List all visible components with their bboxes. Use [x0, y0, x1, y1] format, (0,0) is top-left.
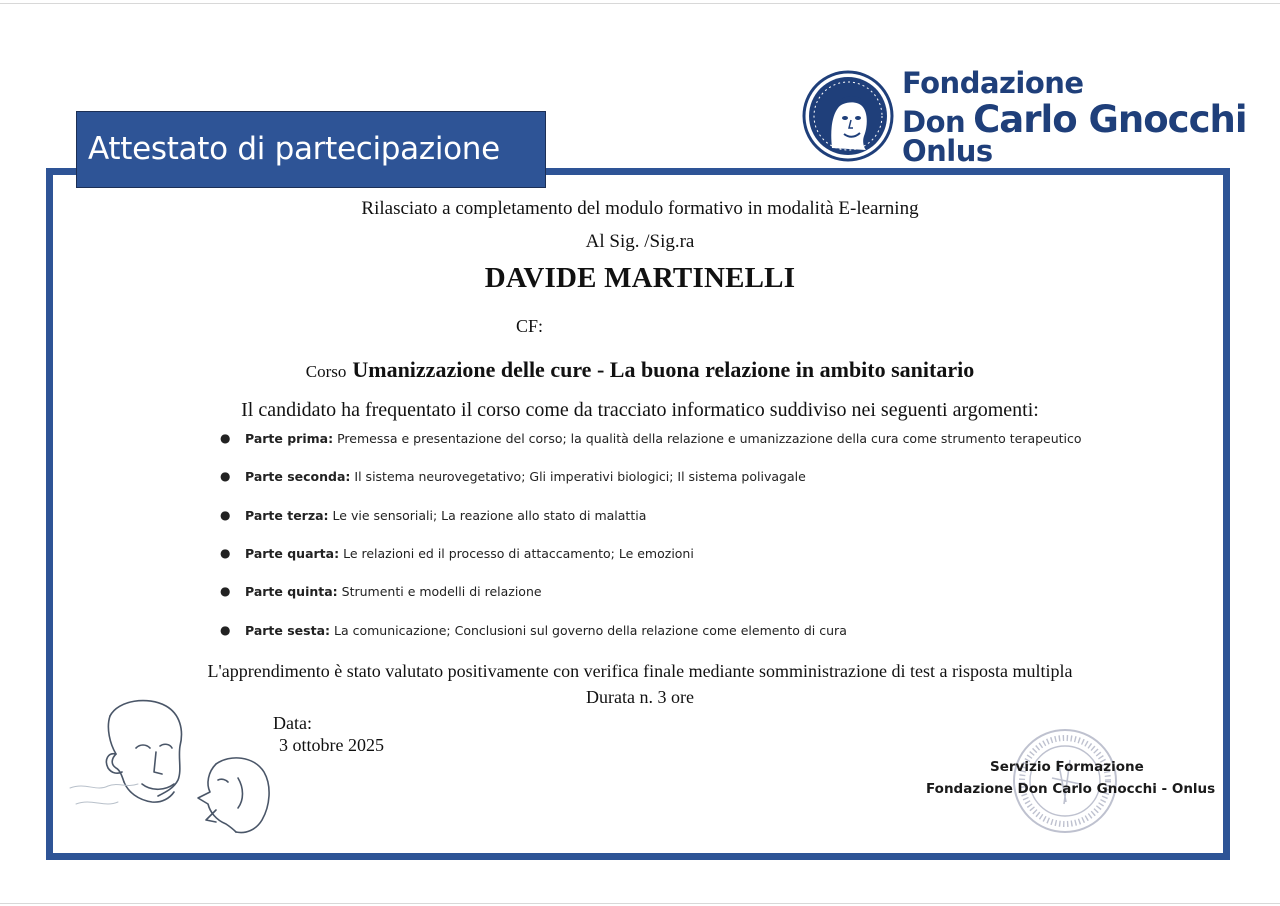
bottom-edge-rule [0, 903, 1280, 904]
signature-department: Servizio Formazione [990, 759, 1144, 775]
salutation: Al Sig. /Sig.ra [585, 231, 695, 252]
topic-item [220, 469, 806, 484]
two-faces-line-sketch-icon [66, 688, 290, 848]
course-prefix: Corso [305, 362, 347, 381]
bullet-icon: ● [220, 546, 231, 560]
topic-item [220, 584, 542, 599]
logo-line-carlo-gnocchi: Carlo Gnocchi [973, 98, 1247, 141]
bullet-icon: ● [220, 623, 231, 637]
topic-item [220, 623, 847, 638]
logo-line-onlus: Onlus [902, 134, 993, 168]
logo-line-fondazione: Fondazione [902, 66, 1084, 100]
certificate-title: Attestato di partecipazione [76, 111, 546, 188]
topic-item [220, 508, 647, 523]
topic-text: Strumenti e modelli di relazione [341, 584, 542, 599]
date-value: 3 ottobre 2025 [279, 735, 384, 755]
topic-text: Le relazioni ed il processo di attaccamento; Le emozioni [343, 546, 694, 561]
topic-text: La comunicazione; Conclusioni sul governo della relazione come elemento di cura [333, 623, 847, 638]
topic-item [220, 546, 694, 561]
recipient-name: DAVIDE MARTINELLI [484, 262, 796, 294]
topic-item [220, 431, 1082, 446]
topic-text: Le vie sensoriali; La reazione allo stato di malattia [332, 508, 647, 523]
topic-label: Parte sesta: [245, 623, 330, 638]
issued-statement: Rilasciato a completamento del modulo formativo in modalità E-learning [361, 198, 919, 219]
founder-portrait-emblem-icon [802, 70, 894, 162]
topic-text: Premessa e presentazione del corso; la qualità della relazione e umanizzazione della cura come strumento terapeutico [337, 431, 1082, 446]
cf-label: CF: [516, 316, 544, 336]
topic-label: Parte seconda: [245, 469, 351, 484]
bullet-icon: ● [220, 508, 231, 522]
topic-label: Parte terza: [245, 508, 329, 523]
course-line [0, 357, 1280, 383]
bullet-icon: ● [220, 431, 231, 445]
attendance-statement: Il candidato ha frequentato il corso come da tracciato informatico suddiviso nei seguenti argomenti: [241, 399, 1039, 421]
assessment-statement: L'apprendimento è stato valutato positivamente con verifica finale mediante somministrazione di test a risposta multipla [207, 661, 1073, 681]
date-label: Data: [273, 713, 312, 733]
bullet-icon: ● [220, 584, 231, 598]
signature-organization: Fondazione Don Carlo Gnocchi - Onlus [926, 781, 1216, 797]
logo-line-don: Don [902, 105, 966, 139]
topic-label: Parte prima: [245, 431, 334, 446]
course-duration: Durata n. 3 ore [586, 687, 694, 707]
top-edge-rule [0, 3, 1280, 4]
topic-label: Parte quarta: [245, 546, 340, 561]
topic-text: Il sistema neurovegetativo; Gli imperativi biologici; Il sistema polivagale [354, 469, 806, 484]
topic-label: Parte quinta: [245, 584, 338, 599]
course-title: Umanizzazione delle cure - La buona relazione in ambito sanitario [352, 357, 975, 382]
bullet-icon: ● [220, 469, 231, 483]
